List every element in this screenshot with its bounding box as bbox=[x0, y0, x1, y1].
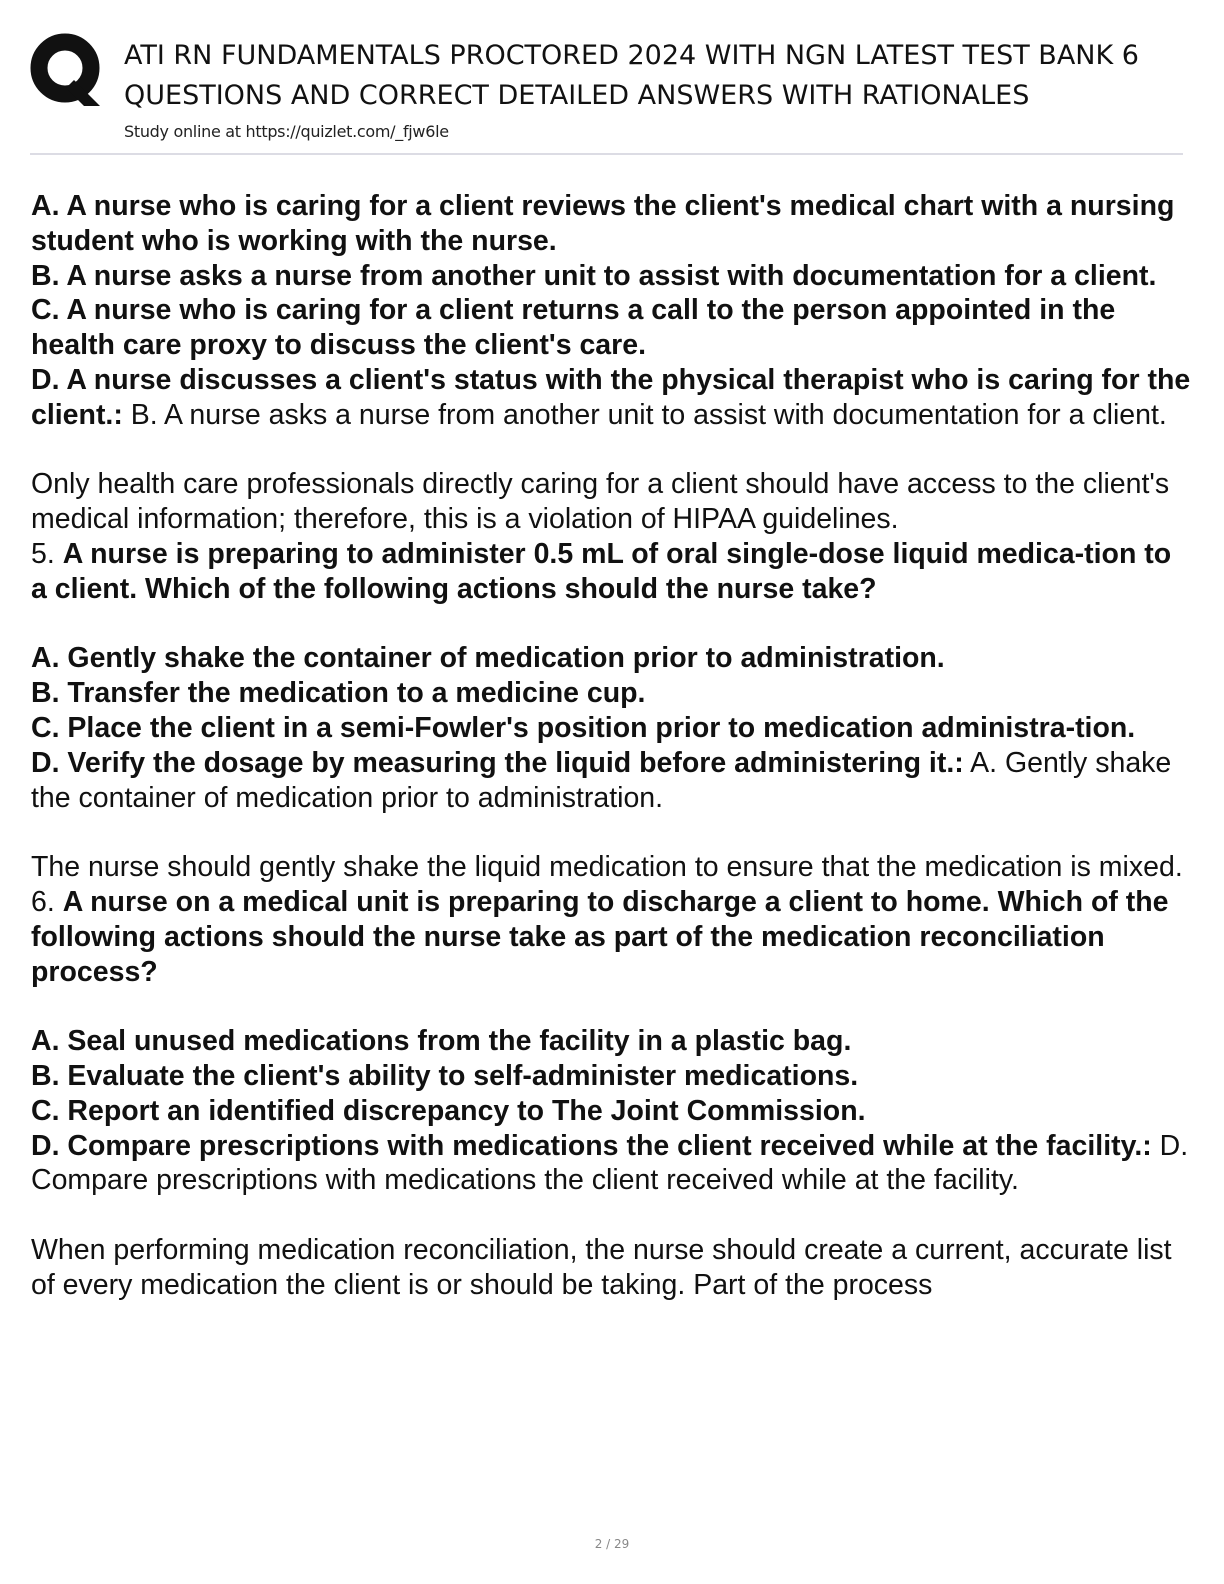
quizlet-q-logo-icon bbox=[30, 32, 102, 106]
q5-option-b: B. Transfer the medication to a medicine cup. bbox=[31, 677, 646, 710]
q6-rationale: When performing medication reconciliation, the nurse should create a current, accurate list of every medication the client is or should be taking. Part of the process bbox=[31, 1233, 1172, 1301]
page-number: 2 / 29 bbox=[594, 1537, 630, 1551]
q6-option-a: A. Seal unused medications from the facility in a plastic bag. bbox=[31, 1025, 852, 1058]
title-line-1: ATI RN FUNDAMENTALS PROCTORED 2024 WITH NGN LATEST TEST BANK 6 bbox=[124, 40, 1139, 71]
q6-option-c: C. Report an identified discrepancy to The Joint Commission. bbox=[31, 1094, 866, 1127]
q5-option-a: A. Gently shake the container of medication prior to administration. bbox=[31, 642, 945, 675]
q6-number: 6. bbox=[31, 885, 63, 918]
q5-rationale: The nurse should gently shake the liquid medication to ensure that the medication is mixed. bbox=[31, 851, 1183, 884]
header-divider bbox=[30, 153, 1183, 155]
q5-number: 5. bbox=[31, 537, 63, 570]
q6-option-d: D. Compare prescriptions with medications the client received while at the facility.: D. Compare prescriptions with medications the client received while at the facility. bbox=[31, 1129, 1189, 1197]
document-body bbox=[31, 189, 1191, 1303]
q5-answer: A. Gently shake the container of medication prior to administration. bbox=[31, 746, 1172, 814]
q4-answer: B. A nurse asks a nurse from another unit to assist with documentation for a client. bbox=[122, 398, 1167, 431]
q4-rationale: Only health care professionals directly caring for a client should have access to the client's medical information; therefore, this is a violation of HIPAA guidelines. bbox=[31, 468, 1170, 536]
q4-option-a: A. A nurse who is caring for a client reviews the client's medical chart with a nursing student who is working with the nurse. bbox=[31, 190, 1175, 257]
study-online-link[interactable]: Study online at https://quizlet.com/_fjw6le bbox=[124, 122, 449, 141]
q5-question: 5. A nurse is preparing to administer 0.5 mL of oral single-dose liquid medica-tion to a client. Which of the following actions should the nurse take? bbox=[31, 537, 1172, 605]
page-header bbox=[0, 0, 1224, 160]
q4-option-b: B. A nurse asks a nurse from another unit to assist with documentation for a client. bbox=[31, 259, 1157, 292]
q4-option-c: C. A nurse who is caring for a client returns a call to the person appointed in the health care proxy to discuss the client's care. bbox=[31, 294, 1116, 362]
q5-option-c: C. Place the client in a semi-Fowler's position prior to medication administra-tion. bbox=[31, 711, 1136, 744]
q4-option-d: D. A nurse discusses a client's status with the physical therapist who is caring for the client.: B. A nurse asks a nurse from another unit to assist with documentation for a client. bbox=[31, 363, 1191, 431]
document-title bbox=[124, 36, 1224, 116]
q6-question: 6. A nurse on a medical unit is preparing to discharge a client to home. Which of the following actions should the nurse take as part of the medication reconciliation process? bbox=[31, 885, 1169, 988]
title-line-2: QUESTIONS AND CORRECT DETAILED ANSWERS WITH RATIONALES bbox=[124, 80, 1030, 111]
q5-option-d: D. Verify the dosage by measuring the liquid before administering it.: A. Gently shake the container of medication prior to administration. bbox=[31, 746, 1172, 814]
q6-option-b: B. Evaluate the client's ability to self-administer medications. bbox=[31, 1059, 859, 1092]
q6-answer: D. Compare prescriptions with medications the client received while at the facility. bbox=[31, 1129, 1189, 1197]
